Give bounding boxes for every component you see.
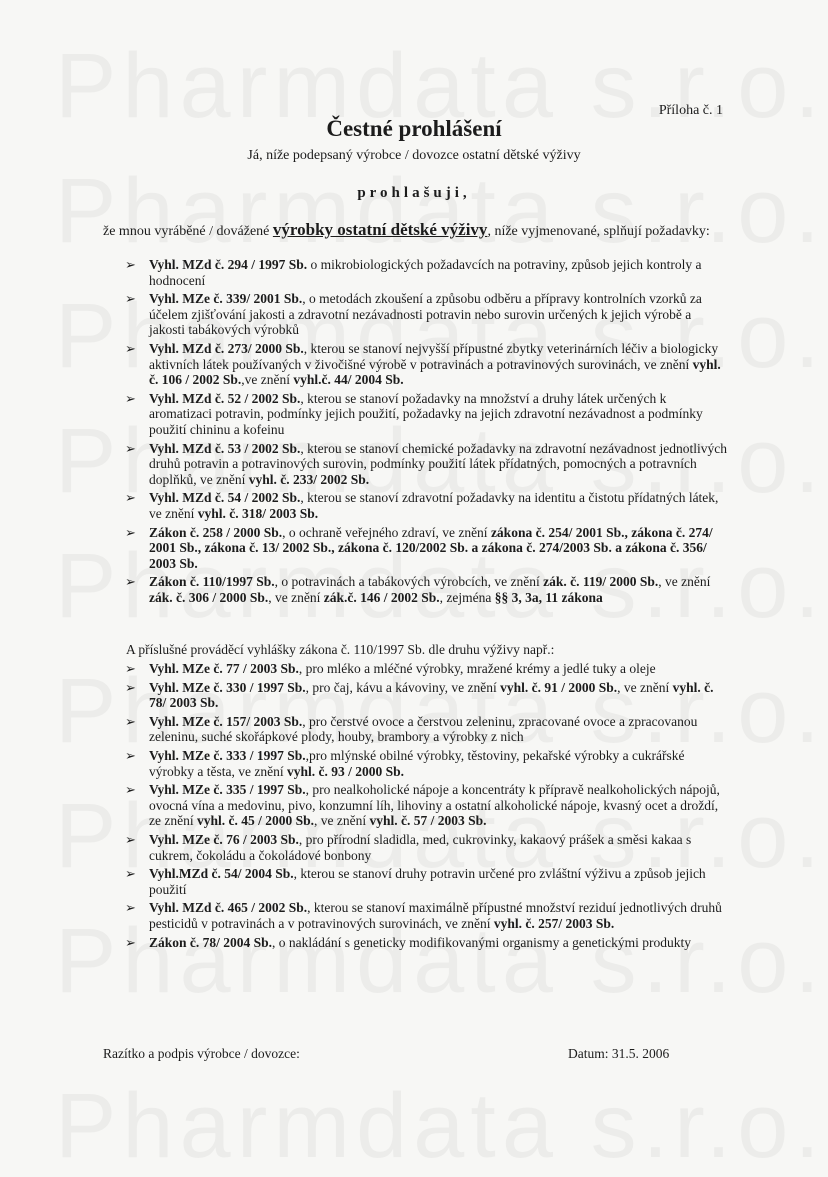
regulation-citation: Vyhl. MZd č. 294 / 1997 Sb. bbox=[149, 257, 308, 272]
watermark bbox=[55, 165, 828, 257]
arrowhead-bullet-icon: ➢ bbox=[125, 900, 136, 916]
list-item bbox=[103, 935, 728, 951]
list-item bbox=[103, 441, 728, 488]
regulation-description: ,pro mlýnské obilné výrobky, těstoviny, pekařské výrobky a cukrářské výrobky a těsta, ve znění bbox=[149, 747, 685, 779]
regulation-citation: Vyhl. MZe č. 77 / 2003 Sb. bbox=[149, 661, 299, 676]
regulation-citation: Vyhl. MZe č. 157/ 2003 Sb. bbox=[149, 713, 303, 729]
regulation-description: , o metodách zkoušení a způsobu odběru a přípravy kontrolních vzorků za účelem zjišťování jakosti a zdravotní nezávadnosti potravin nebo surovin určených k jejich výrobě a jakosti tabákových výrobků bbox=[149, 291, 702, 338]
regulation-description: , kterou se stanoví požadavky na množství a druhy látek určených k aromatizaci potravin, podmínky jejich použití, požadavky na jejich zdravotní nezávadnost a podmínky použití chininu a kofeinu bbox=[149, 390, 703, 437]
regulation-description: , o ochraně veřejného zdraví, ve znění bbox=[282, 524, 491, 540]
watermark bbox=[55, 1080, 828, 1172]
regulation-citation: Zákon č. 78/ 2004 Sb. bbox=[149, 934, 273, 950]
regulation-description: , o potravinách a tabákových výrobcích, ve znění bbox=[274, 574, 544, 590]
regulation-description: , kterou se stanoví zdravotní požadavky na identitu a čistotu přídatných látek, ve znění bbox=[149, 490, 719, 521]
middle-text: A příslušné prováděcí vyhlášky zákona č. 110/1997 Sb. dle druhu výživy např.: bbox=[126, 642, 555, 657]
regulation-citation: Vyhl. MZe č. 335 / 1997 Sb. bbox=[149, 782, 306, 798]
arrowhead-bullet-icon: ➢ bbox=[125, 934, 136, 950]
regulation-description: , zejména bbox=[439, 589, 495, 605]
regulation-citation: Zákon č. 110/1997 Sb. bbox=[149, 574, 275, 590]
regulation-description: o mikrobiologických požadavcích na potraviny, způsob jejich kontroly a hodnocení bbox=[149, 257, 702, 288]
arrowhead-bullet-icon: ➢ bbox=[125, 713, 136, 729]
list-item bbox=[103, 257, 728, 288]
list-item bbox=[103, 900, 728, 931]
intro-highlight: výrobky ostatní dětské výživy bbox=[272, 220, 488, 239]
regulation-citation: Vyhl. MZd č. 53 / 2002 Sb. bbox=[149, 440, 301, 456]
arrowhead-bullet-icon: ➢ bbox=[125, 747, 136, 763]
regulation-citation: vyhl. č. 233/ 2002 Sb. bbox=[248, 471, 370, 487]
regulation-citation: Vyhl. MZe č. 76 / 2003 Sb. bbox=[149, 831, 299, 847]
regulation-citation: Vyhl.MZd č. 54/ 2004 Sb. bbox=[149, 866, 294, 882]
regulation-description: , ve znění bbox=[314, 813, 370, 829]
regulation-citation: zák. č. 119/ 2000 Sb. bbox=[543, 574, 659, 590]
regulation-citation: vyhl. č. 257/ 2003 Sb. bbox=[493, 915, 615, 931]
list-item bbox=[103, 490, 728, 521]
arrowhead-bullet-icon: ➢ bbox=[125, 440, 136, 456]
intro-text: že mnou vyráběné / dovážené bbox=[103, 224, 273, 239]
stamp-signature-label: Razítko a podpis výrobce / dovozce: bbox=[103, 1046, 300, 1061]
regulation-description: , ve znění bbox=[268, 589, 324, 605]
regulation-description: , kterou se stanoví druhy potravin určené pro zvláštní výživu a způsob jejich použití bbox=[149, 866, 706, 897]
regulation-citation: vyhl. č. 57 / 2003 Sb. bbox=[369, 813, 487, 829]
regulation-citation: Vyhl. MZe č. 333 / 1997 Sb. bbox=[149, 747, 306, 763]
list-item bbox=[103, 661, 728, 677]
arrowhead-bullet-icon: ➢ bbox=[125, 390, 136, 406]
regulation-citation: zák. č. 306 / 2000 Sb. bbox=[149, 589, 269, 605]
document-subtitle: Já, níže podepsaný výrobce / dovozce ostatní dětské výživy bbox=[247, 148, 581, 163]
list-item bbox=[103, 341, 728, 388]
intro-text: , níže vyjmenované, splňují požadavky: bbox=[487, 224, 710, 239]
regulation-description: , pro mléko a mléčné výrobky, mražené krémy a jedlé tuky a oleje bbox=[298, 661, 656, 676]
arrowhead-bullet-icon: ➢ bbox=[125, 661, 136, 676]
intro-paragraph bbox=[103, 221, 723, 240]
document-title: Čestné prohlášení bbox=[326, 116, 502, 141]
regulation-citation: Vyhl. MZd č. 273/ 2000 Sb. bbox=[149, 340, 304, 356]
regulation-description: , pro nealkoholické nápoje a koncentráty k přípravě nealkoholických nápojů, ovocná vína a medovinu, pivo, konzumní líh, lihoviny a ostatní alkoholické nápoje, kvasný ocet a droždí, ze znění bbox=[149, 782, 720, 829]
list-item bbox=[103, 782, 728, 829]
regulation-citation: zák.č. 146 / 2002 Sb. bbox=[323, 589, 440, 605]
arrowhead-bullet-icon: ➢ bbox=[125, 291, 136, 307]
regulation-description: , kterou se stanoví maximálně přípustné množství reziduí jednotlivých druhů pesticidů v potravinách a v potravinových surovinách, ve znění bbox=[149, 900, 722, 931]
list-item bbox=[103, 714, 728, 745]
list-item bbox=[103, 391, 728, 438]
arrowhead-bullet-icon: ➢ bbox=[125, 831, 136, 847]
regulation-citation: vyhl. č. 45 / 2000 Sb. bbox=[196, 813, 314, 829]
list-item bbox=[103, 680, 728, 711]
regulation-list bbox=[103, 257, 728, 608]
regulation-description: , kterou se stanoví nejvyšší přípustné zbytky veterinárních léčiv a biologicky aktivních látek používaných v živočišné výrobě v potravinách a potravinových surovinách, ve znění bbox=[149, 340, 719, 372]
regulation-citation: vyhl. č. 93 / 2000 Sb. bbox=[286, 763, 404, 779]
regulation-citation: vyhl. č. 318/ 2003 Sb. bbox=[197, 505, 319, 521]
annex-label: Příloha č. 1 bbox=[658, 103, 723, 118]
regulation-citation: vyhl. č. 78/ 2003 Sb. bbox=[149, 679, 714, 711]
regulation-citation: Vyhl. MZd č. 52 / 2002 Sb. bbox=[149, 390, 301, 406]
regulation-citation: vyhl. č. 91 / 2000 Sb. bbox=[500, 679, 618, 695]
regulation-description: ,ve znění bbox=[241, 372, 294, 388]
arrowhead-bullet-icon: ➢ bbox=[125, 782, 136, 798]
regulation-citation: Vyhl. MZe č. 330 / 1997 Sb. bbox=[149, 679, 306, 695]
list-item bbox=[103, 291, 728, 338]
regulation-description: , pro přírodní sladidla, med, cukrovinky, kakaový prášek a směsi kakaa s cukrem, čokoládu a čokoládové bonbony bbox=[149, 831, 692, 863]
list-item bbox=[103, 832, 728, 863]
regulation-citation: vyhl.č. 44/ 2004 Sb. bbox=[293, 372, 404, 388]
regulation-description: , o nakládání s geneticky modifikovanými organismy a genetickými produkty bbox=[272, 934, 691, 950]
arrowhead-bullet-icon: ➢ bbox=[125, 866, 136, 882]
arrowhead-bullet-icon: ➢ bbox=[125, 490, 136, 506]
arrowhead-bullet-icon: ➢ bbox=[125, 257, 136, 272]
regulation-description: , kterou se stanoví chemické požadavky na zdravotní nezávadnost jednotlivých druhů potravin a potravinových surovin, podmínky použití látek přídatných, pomocných a potravních doplňků, ve znění bbox=[149, 440, 728, 487]
regulation-citation: Vyhl. MZd č. 54 / 2002 Sb. bbox=[149, 490, 301, 506]
regulation-citation: §§ 3, 3a, 11 zákona bbox=[494, 589, 603, 605]
arrowhead-bullet-icon: ➢ bbox=[125, 574, 136, 590]
regulation-citation: zákona č. 254/ 2001 Sb., zákona č. 274/ 2001 Sb., zákona č. 13/ 2002 Sb., zákona č. 120/2002 Sb. a zákona č. 274/2003 Sb. a zákona č. 356/ 2003 Sb. bbox=[149, 524, 713, 571]
arrowhead-bullet-icon: ➢ bbox=[125, 679, 136, 695]
arrowhead-bullet-icon: ➢ bbox=[125, 340, 136, 356]
list-item bbox=[103, 574, 728, 605]
regulation-citation: Vyhl. MZe č. 339/ 2001 Sb. bbox=[149, 291, 303, 307]
date-label: Datum: 31.5. 2006 bbox=[568, 1046, 670, 1061]
list-item bbox=[103, 866, 728, 897]
regulation-description: , pro čaj, kávu a kávoviny, ve znění bbox=[305, 679, 501, 695]
regulation-citation: Zákon č. 258 / 2000 Sb. bbox=[149, 524, 283, 540]
regulation-citation: Vyhl. MZd č. 465 / 2002 Sb. bbox=[149, 900, 308, 916]
arrowhead-bullet-icon: ➢ bbox=[125, 524, 136, 540]
implementing-decrees-list bbox=[103, 661, 728, 953]
regulation-description: , pro čerstvé ovoce a čerstvou zeleninu, zpracované ovoce a zpracovanou zeleninu, suché skořápkové plody, houby, brambory a výrobky z nich bbox=[149, 713, 698, 745]
list-item bbox=[103, 525, 728, 572]
regulation-description: , ve znění bbox=[617, 679, 673, 695]
regulation-description: , ve znění bbox=[658, 574, 711, 590]
list-item bbox=[103, 748, 728, 779]
declaration-heading: prohlašuji, bbox=[357, 185, 471, 201]
regulation-citation: vyhl. č. 106 / 2002 Sb. bbox=[149, 356, 721, 388]
